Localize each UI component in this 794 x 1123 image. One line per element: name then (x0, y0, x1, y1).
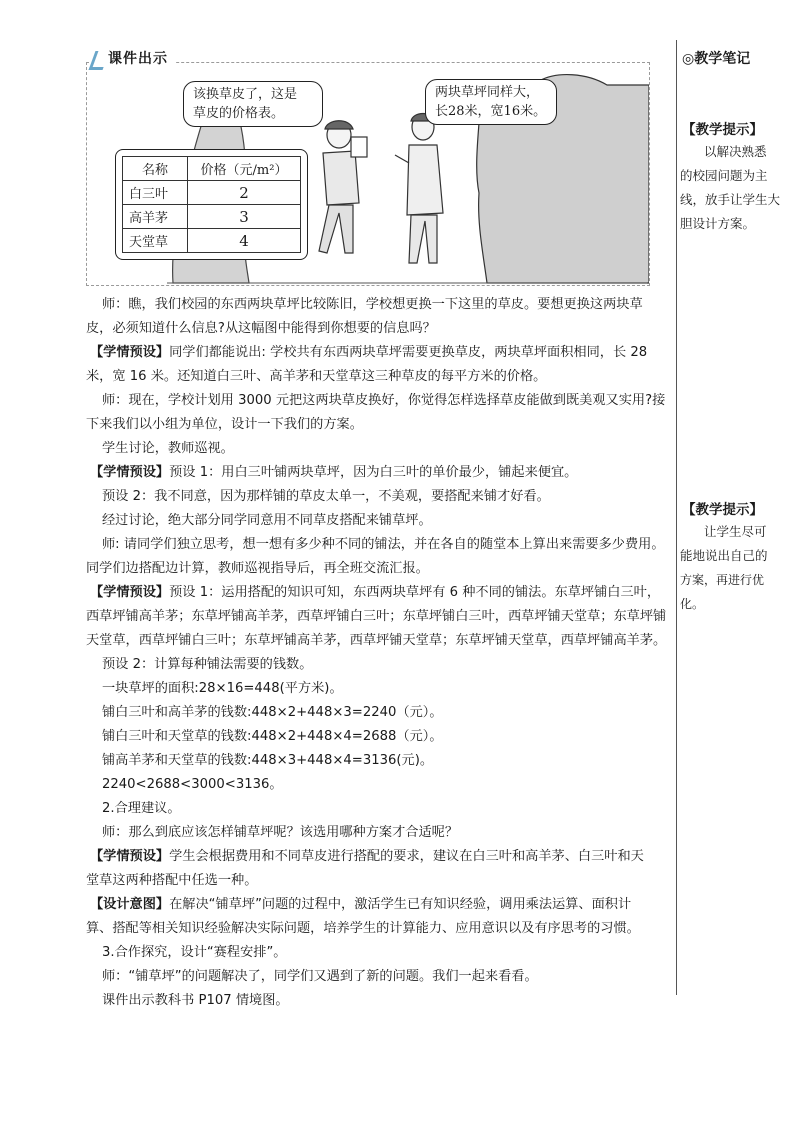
speech-bubble-right: 两块草坪同样大， 长28米，宽16米。 (425, 79, 557, 125)
paragraph: 【学情预设】预设 1：运用搭配的知识可知，东西两块草坪有 6 种不同的铺法。东草坪铺白三叶， (90, 585, 661, 600)
table-cell: 3 (188, 205, 301, 229)
paragraph: 【学情预设】预设 1：用白三叶铺两块草坪，因为白三叶的单价最少，铺起来便宜。 (90, 465, 578, 480)
courseware-tab: 课件出示 (90, 48, 176, 70)
teaching-tip-title: 【教学提示】 (682, 502, 763, 518)
paragraph: 西草坪铺高羊茅；东草坪铺高羊茅，西草坪铺白三叶；东草坪铺白三叶，西草坪铺天堂草；东草坪铺 (86, 609, 667, 624)
table-row (123, 229, 301, 253)
tag-label: 【学情预设】 (90, 345, 170, 360)
paragraph: 课件出示教科书 P107 情境图。 (102, 993, 289, 1008)
table-cell: 白三叶 (123, 181, 188, 205)
paragraph: 师：“铺草坪”的问题解决了，同学们又遇到了新的问题。我们一起来看看。 (102, 969, 538, 984)
teaching-tip-body: 以解决熟悉 的校园问题为主 线，放手让学生大 胆设计方案。 (680, 144, 781, 231)
speech-bubble-left: 该换草皮了，这是 草皮的价格表。 (183, 81, 323, 127)
paragraph: 同学们边搭配边计算，教师巡视指导后，再全班交流汇报。 (86, 561, 429, 576)
teacher-figure (395, 114, 443, 264)
paragraph: 堂草这两种搭配中任选一种。 (86, 873, 258, 888)
paragraph: 算、搭配等相关知识经验解决实际问题，培养学生的计算能力、应用意识以及有序思考的习惯。 (86, 921, 640, 936)
teaching-tip-title: 【教学提示】 (682, 122, 763, 138)
boy-figure (319, 121, 367, 253)
table-row (123, 181, 301, 205)
tag-label: 【学情预设】 (90, 849, 170, 864)
paragraph: 2240<2688<3000<3136。 (102, 777, 283, 792)
price-table (122, 156, 301, 253)
paragraph: 铺白三叶和高羊茅的钱数:448×2+448×3=2240（元）。 (102, 705, 443, 720)
paragraph: 【学情预设】同学们都能说出: 学校共有东西两块草坪需要更换草皮，两块草坪面积相同，长 28 (90, 345, 648, 360)
paragraph: 【学情预设】学生会根据费用和不同草皮进行搭配的要求，建议在白三叶和高羊茅、白三叶和天 (90, 849, 644, 864)
paragraph: 下来我们以小组为单位，设计一下我们的方案。 (86, 417, 363, 432)
paragraph: 天堂草，西草坪铺白三叶；东草坪铺高羊茅，西草坪铺天堂草；东草坪铺天堂草，西草坪铺高羊茅。 (86, 633, 667, 648)
table-cell: 高羊茅 (123, 205, 188, 229)
header-price: 价格（元/m²） (188, 157, 301, 181)
paragraph: 铺高羊茅和天堂草的钱数:448×3+448×4=3136(元)。 (102, 753, 434, 768)
paragraph: 2.合理建议。 (102, 801, 181, 816)
tag-label: 【设计意图】 (90, 897, 170, 912)
paragraph: 米，宽 16 米。还知道白三叶、高羊茅和天堂草这三种草皮的每平方米的价格。 (86, 369, 547, 384)
table-cell: 4 (188, 229, 301, 253)
paragraph: 师：现在，学校计划用 3000 元把这两块草皮换好，你觉得怎样选择草皮能做到既美观又实用?接 (102, 393, 666, 408)
paragraph: 师: 请同学们独立思考，想一想有多少种不同的铺法，并在各自的随堂本上算出来需要多少费用。 (102, 537, 665, 552)
paragraph: 师：瞧，我们校园的东西两块草坪比较陈旧，学校想更换一下这里的草皮。要想更换这两块草 (102, 297, 643, 312)
teaching-tip-body: 让学生尽可 能地说出自己的 方案，再进行优化。 (680, 524, 768, 611)
paragraph: 皮，必须知道什么信息?从这幅图中能得到你想要的信息吗？ (86, 321, 436, 336)
paragraph: 铺白三叶和天堂草的钱数:448×2+448×4=2688（元）。 (102, 729, 443, 744)
paragraph: 预设 2：计算每种铺法需要的钱数。 (102, 657, 313, 672)
paragraph: 预设 2：我不同意，因为那样铺的草皮太单一，不美观，要搭配来铺才好看。 (102, 489, 550, 504)
paragraph: 师：那么到底应该怎样铺草坪呢？该选用哪种方案才合适呢？ (102, 825, 459, 840)
table-cell: 天堂草 (123, 229, 188, 253)
paragraph: 经过讨论，绝大部分同学同意用不同草皮搭配来铺草坪。 (102, 513, 432, 528)
paragraph: 3.合作探究，设计“赛程安排”。 (102, 945, 287, 960)
table-cell: 2 (188, 181, 301, 205)
table-row (123, 205, 301, 229)
tag-label: 【学情预设】 (90, 585, 170, 600)
illustration-frame (86, 62, 650, 286)
teaching-notes-heading: ◎教学笔记 (682, 51, 751, 67)
tag-label: 【学情预设】 (90, 465, 170, 480)
table-header-row (123, 157, 301, 181)
paragraph: 一块草坪的面积:28×16=448(平方米)。 (102, 681, 343, 696)
header-name: 名称 (123, 157, 188, 181)
sidebar-divider (676, 40, 677, 995)
price-table-card (115, 149, 308, 260)
paragraph: 【设计意图】在解决“铺草坪”问题的过程中，激活学生已有知识经验，调用乘法运算、面积计 (90, 897, 632, 912)
paragraph: 学生讨论，教师巡视。 (102, 441, 234, 456)
